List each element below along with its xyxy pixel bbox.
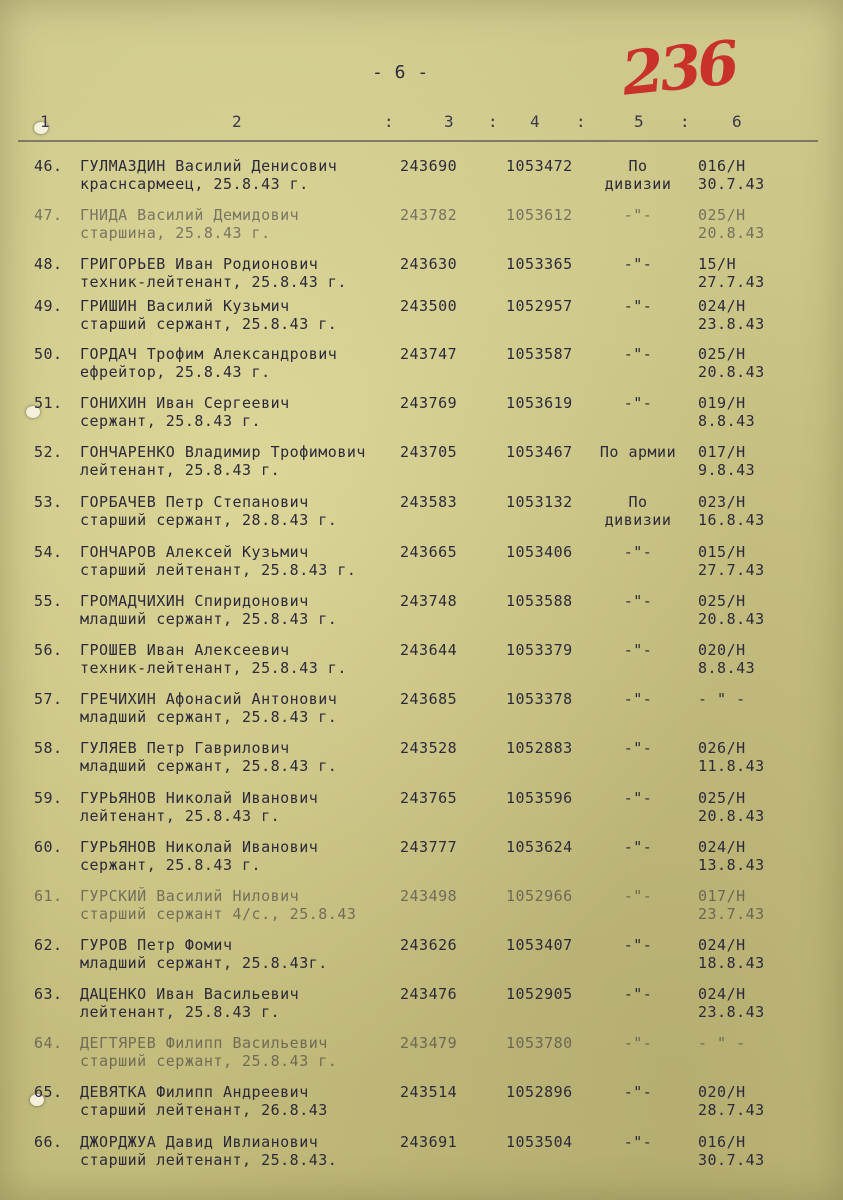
person-rank-date: краснсармеец, 25.8.43 г.	[80, 175, 309, 193]
person-name: ГНИДА Василий Демидович	[80, 206, 300, 224]
row-number: 65.	[34, 1083, 63, 1101]
order-level: -"-	[623, 1133, 653, 1151]
person-name: ГУРСКИЙ Василий Нилович	[80, 887, 300, 905]
order-level: -"-	[623, 789, 653, 807]
column-4-number: 1053379	[506, 641, 573, 659]
order-date: 9.8.43	[698, 461, 756, 479]
order-number: 015/Н	[698, 543, 746, 561]
column-4-number: 1053406	[506, 543, 573, 561]
column-4-number: 1053365	[506, 255, 573, 273]
person-name: ГОНЧАРОВ Алексей Кузьмич	[80, 543, 309, 561]
column-4-number: 1053407	[506, 936, 573, 954]
order-number: 15/Н	[698, 255, 737, 273]
person-name: ГОНЧАРЕНКО Владимир Трофимович	[80, 443, 366, 461]
row-number: 64.	[34, 1034, 63, 1052]
person-name: ГОНИХИН Иван Сергеевич	[80, 394, 290, 412]
order-number: 024/Н	[698, 985, 746, 1003]
person-name: ДЕВЯТКА Филипп Андреевич	[80, 1083, 309, 1101]
order-date: 20.8.43	[698, 807, 765, 825]
order-number: 025/Н	[698, 345, 746, 363]
list-row	[0, 493, 843, 541]
order-level: -"-	[623, 394, 653, 412]
column-3-number: 243665	[400, 543, 458, 561]
person-rank-date: старший сержант, 25.8.43 г.	[80, 1052, 338, 1070]
column-4-number: 1053472	[506, 157, 573, 175]
person-rank-date: старший лейтенант, 26.8.43	[80, 1101, 328, 1119]
column-header-5: 5	[634, 112, 645, 131]
column-3-number: 243644	[400, 641, 458, 659]
order-number: 026/Н	[698, 739, 746, 757]
order-date: 20.8.43	[698, 610, 765, 628]
column-3-number: 243748	[400, 592, 458, 610]
order-date: 30.7.43	[698, 1151, 765, 1169]
row-number: 54.	[34, 543, 63, 561]
order-level: -"-	[623, 1034, 653, 1052]
column-4-number: 1052905	[506, 985, 573, 1003]
row-number: 46.	[34, 157, 63, 175]
person-name: ГРИГОРЬЕВ Иван Родионович	[80, 255, 319, 273]
order-level: -"-	[623, 543, 653, 561]
order-date: 28.7.43	[698, 1101, 765, 1119]
list-row	[0, 838, 843, 886]
list-row	[0, 1034, 843, 1082]
order-number: - " -	[698, 1034, 746, 1052]
list-row	[0, 543, 843, 591]
column-4-number: 1053378	[506, 690, 573, 708]
person-name: ГУЛЯЕВ Петр Гаврилович	[80, 739, 290, 757]
column-separator: :	[576, 112, 587, 131]
order-date: 11.8.43	[698, 757, 765, 775]
person-rank-date: лейтенант, 25.8.43 г.	[80, 461, 281, 479]
order-level: -"-	[623, 297, 653, 315]
column-4-number: 1053587	[506, 345, 573, 363]
row-number: 49.	[34, 297, 63, 315]
order-number: 025/Н	[698, 206, 746, 224]
list-row	[0, 936, 843, 984]
order-date: 8.8.43	[698, 659, 756, 677]
order-number: 025/Н	[698, 592, 746, 610]
person-name: ГРОШЕВ Иван Алексеевич	[80, 641, 290, 659]
column-header-row	[0, 112, 843, 140]
order-date: 27.7.43	[698, 561, 765, 579]
header-divider	[18, 140, 818, 142]
person-rank-date: сержант, 25.8.43 г.	[80, 856, 262, 874]
order-number: 024/Н	[698, 838, 746, 856]
list-row	[0, 345, 843, 393]
column-header-6: 6	[732, 112, 743, 131]
order-level: -"-	[623, 936, 653, 954]
column-4-number: 1053624	[506, 838, 573, 856]
order-level: -"-	[623, 739, 653, 757]
order-number: 020/Н	[698, 1083, 746, 1101]
person-rank-date: лейтенант, 25.8.43 г.	[80, 807, 281, 825]
column-3-number: 243690	[400, 157, 458, 175]
person-name: ГРЕЧИХИН Афонасий Антонович	[80, 690, 338, 708]
column-4-number: 1053619	[506, 394, 573, 412]
person-name: ГРИШИН Василий Кузьмич	[80, 297, 290, 315]
list-row	[0, 690, 843, 738]
column-3-number: 243528	[400, 739, 458, 757]
order-date: 23.7.43	[698, 905, 765, 923]
person-rank-date: техник-лейтенант, 25.8.43 г.	[80, 273, 347, 291]
order-level: По дивизии	[604, 157, 672, 193]
row-number: 48.	[34, 255, 63, 273]
column-3-number: 243765	[400, 789, 458, 807]
order-date: 16.8.43	[698, 511, 765, 529]
person-rank-date: младший сержант, 25.8.43 г.	[80, 757, 338, 775]
person-rank-date: техник-лейтенант, 25.8.43 г.	[80, 659, 347, 677]
person-name: ДЕГТЯРЕВ Филипп Васильевич	[80, 1034, 328, 1052]
column-3-number: 243500	[400, 297, 458, 315]
row-number: 59.	[34, 789, 63, 807]
order-number: 017/Н	[698, 887, 746, 905]
list-row	[0, 394, 843, 442]
list-row	[0, 789, 843, 837]
column-3-number: 243691	[400, 1133, 458, 1151]
list-row	[0, 887, 843, 935]
list-row	[0, 641, 843, 689]
order-level: -"-	[623, 345, 653, 363]
order-level: -"-	[623, 985, 653, 1003]
column-4-number: 1053612	[506, 206, 573, 224]
column-3-number: 243476	[400, 985, 458, 1003]
person-rank-date: старший сержант 4/с., 25.8.43	[80, 905, 357, 923]
order-level: -"-	[623, 838, 653, 856]
column-3-number: 243630	[400, 255, 458, 273]
person-name: ГРОМАДЧИХИН Спиридонович	[80, 592, 309, 610]
person-rank-date: младший сержант, 25.8.43 г.	[80, 708, 338, 726]
order-number: 019/Н	[698, 394, 746, 412]
column-separator: :	[384, 112, 395, 131]
row-number: 61.	[34, 887, 63, 905]
order-date: 13.8.43	[698, 856, 765, 874]
person-rank-date: старший лейтенант, 25.8.43.	[80, 1151, 338, 1169]
order-number: 020/Н	[698, 641, 746, 659]
person-name: ГУЛМАЗДИН Василий Денисович	[80, 157, 338, 175]
page-number: - 6 -	[372, 62, 429, 83]
order-level: -"-	[623, 641, 653, 659]
person-rank-date: сержант, 25.8.43 г.	[80, 412, 262, 430]
column-3-number: 243498	[400, 887, 458, 905]
column-header-2: 2	[232, 112, 243, 131]
person-rank-date: старший сержант, 25.8.43 г.	[80, 315, 338, 333]
list-row	[0, 1083, 843, 1131]
order-date: 18.8.43	[698, 954, 765, 972]
person-name: ГОРБАЧЕВ Петр Степанович	[80, 493, 309, 511]
person-name: ДАЦЕНКО Иван Васильевич	[80, 985, 300, 1003]
person-rank-date: старший лейтенант, 25.8.43 г.	[80, 561, 357, 579]
column-4-number: 1052896	[506, 1083, 573, 1101]
column-3-number: 243705	[400, 443, 458, 461]
column-4-number: 1053467	[506, 443, 573, 461]
row-number: 57.	[34, 690, 63, 708]
column-4-number: 1053596	[506, 789, 573, 807]
person-name: ГУРЬЯНОВ Николай Иванович	[80, 838, 319, 856]
row-number: 47.	[34, 206, 63, 224]
row-number: 55.	[34, 592, 63, 610]
row-number: 62.	[34, 936, 63, 954]
order-level: По дивизии	[604, 493, 672, 529]
column-3-number: 243747	[400, 345, 458, 363]
row-number: 52.	[34, 443, 63, 461]
order-number: 017/Н	[698, 443, 746, 461]
handwritten-page-number: 236	[618, 28, 739, 110]
column-3-number: 243514	[400, 1083, 458, 1101]
list-row	[0, 1133, 843, 1181]
order-level: -"-	[623, 690, 653, 708]
column-4-number: 1053132	[506, 493, 573, 511]
row-number: 60.	[34, 838, 63, 856]
column-4-number: 1052966	[506, 887, 573, 905]
column-3-number: 243479	[400, 1034, 458, 1052]
row-number: 58.	[34, 739, 63, 757]
person-name: ГУРЬЯНОВ Николай Иванович	[80, 789, 319, 807]
order-level: -"-	[623, 887, 653, 905]
column-header-1: 1	[40, 112, 51, 131]
order-date: 20.8.43	[698, 224, 765, 242]
column-4-number: 1053504	[506, 1133, 573, 1151]
order-date: 30.7.43	[698, 175, 765, 193]
column-3-number: 243583	[400, 493, 458, 511]
list-row	[0, 985, 843, 1033]
column-4-number: 1053588	[506, 592, 573, 610]
column-3-number: 243782	[400, 206, 458, 224]
person-name: ДЖОРДЖУА Давид Ивлианович	[80, 1133, 319, 1151]
column-header-4: 4	[530, 112, 541, 131]
list-row	[0, 443, 843, 491]
column-separator: :	[488, 112, 499, 131]
list-row	[0, 592, 843, 640]
column-4-number: 1052883	[506, 739, 573, 757]
order-number: 023/Н	[698, 493, 746, 511]
person-rank-date: ефрейтор, 25.8.43 г.	[80, 363, 271, 381]
order-number: 025/Н	[698, 789, 746, 807]
list-row	[0, 157, 843, 205]
row-number: 51.	[34, 394, 63, 412]
row-number: 56.	[34, 641, 63, 659]
person-rank-date: лейтенант, 25.8.43 г.	[80, 1003, 281, 1021]
person-rank-date: младший сержант, 25.8.43 г.	[80, 610, 338, 628]
list-row	[0, 255, 843, 303]
person-rank-date: старшина, 25.8.43 г.	[80, 224, 271, 242]
order-level: -"-	[623, 1083, 653, 1101]
column-3-number: 243626	[400, 936, 458, 954]
list-row	[0, 739, 843, 787]
order-level: -"-	[623, 255, 653, 273]
order-date: 27.7.43	[698, 273, 765, 291]
column-separator: :	[680, 112, 691, 131]
order-number: 024/Н	[698, 936, 746, 954]
person-name: ГОРДАЧ Трофим Александрович	[80, 345, 338, 363]
row-number: 50.	[34, 345, 63, 363]
row-number: 66.	[34, 1133, 63, 1151]
order-date: 8.8.43	[698, 412, 756, 430]
person-rank-date: младший сержант, 25.8.43г.	[80, 954, 328, 972]
person-name: ГУРОВ Петр Фомич	[80, 936, 233, 954]
order-level: -"-	[623, 206, 653, 224]
order-date: 23.8.43	[698, 1003, 765, 1021]
order-number: 016/Н	[698, 157, 746, 175]
order-number: 024/Н	[698, 297, 746, 315]
list-row	[0, 297, 843, 345]
order-date: 20.8.43	[698, 363, 765, 381]
column-3-number: 243685	[400, 690, 458, 708]
person-rank-date: старший сержант, 28.8.43 г.	[80, 511, 338, 529]
order-level: -"-	[623, 592, 653, 610]
column-4-number: 1053780	[506, 1034, 573, 1052]
order-date: 23.8.43	[698, 315, 765, 333]
column-3-number: 243769	[400, 394, 458, 412]
list-row	[0, 206, 843, 254]
order-number: - " -	[698, 690, 746, 708]
order-level: По армии	[599, 443, 677, 461]
column-3-number: 243777	[400, 838, 458, 856]
order-number: 016/Н	[698, 1133, 746, 1151]
column-4-number: 1052957	[506, 297, 573, 315]
column-header-3: 3	[444, 112, 455, 131]
row-number: 63.	[34, 985, 63, 1003]
row-number: 53.	[34, 493, 63, 511]
